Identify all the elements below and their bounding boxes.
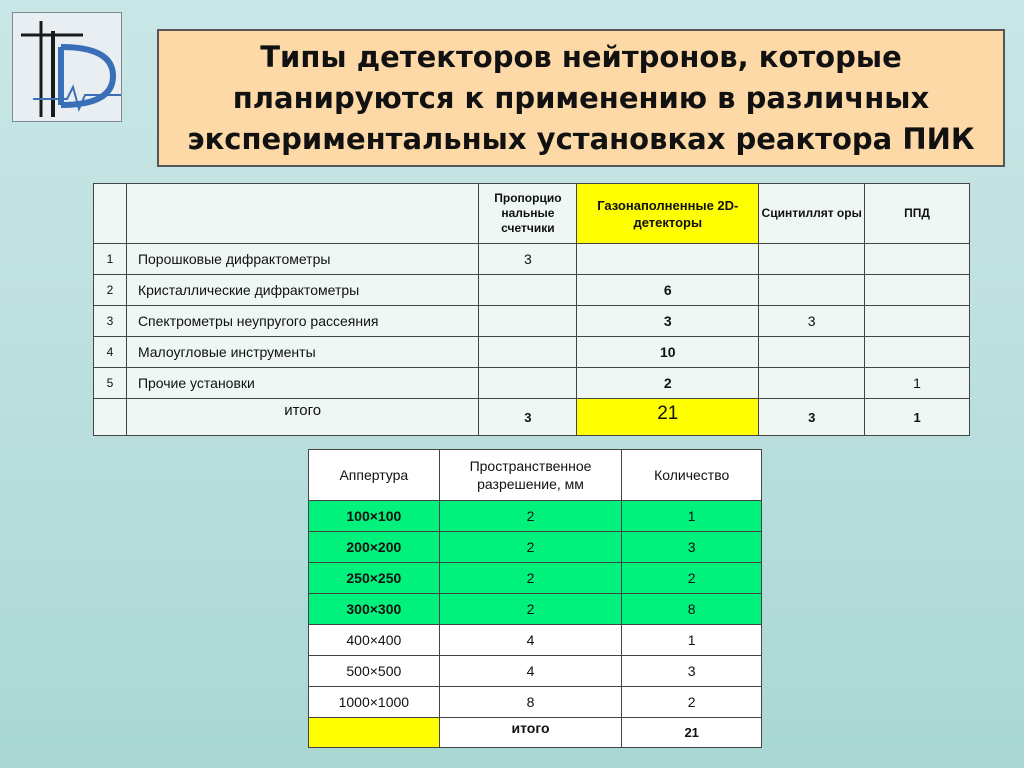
cell-proportional xyxy=(479,306,577,337)
cell-gas-2d xyxy=(577,244,759,275)
table-header-row xyxy=(309,450,762,501)
cell-gas-2d: 2 xyxy=(577,368,759,399)
table-row xyxy=(94,368,970,399)
cell-count: 1 xyxy=(622,625,762,656)
cell-count: 2 xyxy=(622,687,762,718)
cell-resolution: 2 xyxy=(439,563,622,594)
header-cell-num xyxy=(94,184,127,244)
cell-ppd xyxy=(865,337,970,368)
row-name: Спектрометры неупругого рассеяния xyxy=(126,306,479,337)
table-row xyxy=(94,337,970,368)
total-label: итого xyxy=(126,399,479,436)
row-number: 2 xyxy=(94,275,127,306)
cell-ppd xyxy=(865,306,970,337)
row-name: Порошковые дифрактометры xyxy=(126,244,479,275)
cell-count: 2 xyxy=(622,563,762,594)
table-row xyxy=(309,532,762,563)
cell-scintillators: 3 xyxy=(759,306,865,337)
cell-resolution: 8 xyxy=(439,687,622,718)
row-name: Прочие установки xyxy=(126,368,479,399)
cell-proportional: 3 xyxy=(479,244,577,275)
cell-aperture: 100×100 xyxy=(309,501,440,532)
total-scintillators: 3 xyxy=(759,399,865,436)
cell-resolution: 2 xyxy=(439,532,622,563)
header-count: Количество xyxy=(622,450,762,501)
table-row xyxy=(309,625,762,656)
total-proportional: 3 xyxy=(479,399,577,436)
detector-types-table xyxy=(93,183,970,436)
cell-aperture: 200×200 xyxy=(309,532,440,563)
cell-resolution: 2 xyxy=(439,594,622,625)
table-header-row xyxy=(94,184,970,244)
cell-proportional xyxy=(479,337,577,368)
table-row xyxy=(94,244,970,275)
cell-resolution: 4 xyxy=(439,625,622,656)
aperture-table xyxy=(308,449,762,748)
table-total-row xyxy=(94,399,970,436)
cell-scintillators xyxy=(759,368,865,399)
table-row xyxy=(94,275,970,306)
cell-ppd: 1 xyxy=(865,368,970,399)
table-row xyxy=(309,656,762,687)
row-number: 1 xyxy=(94,244,127,275)
cell-scintillators xyxy=(759,275,865,306)
total-gas-2d: 21 xyxy=(577,399,759,436)
row-number: 4 xyxy=(94,337,127,368)
row-number: 5 xyxy=(94,368,127,399)
row-name: Кристаллические дифрактометры xyxy=(126,275,479,306)
cell-proportional xyxy=(479,368,577,399)
total-count: 21 xyxy=(622,718,762,748)
cell-gas-2d: 3 xyxy=(577,306,759,337)
table-row xyxy=(94,306,970,337)
slide-title-box xyxy=(157,29,1005,167)
cell-aperture: 1000×1000 xyxy=(309,687,440,718)
header-resolution: Пространственное разрешение, мм xyxy=(439,450,622,501)
table-row xyxy=(309,687,762,718)
pik-d-logo-icon xyxy=(12,12,122,122)
header-gas-2d: Газонаполненные 2D-детекторы xyxy=(577,184,759,244)
cell-count: 3 xyxy=(622,656,762,687)
header-cell-name xyxy=(126,184,479,244)
cell-scintillators xyxy=(759,337,865,368)
total-label: итого xyxy=(439,718,622,748)
table-row xyxy=(309,594,762,625)
cell-resolution: 4 xyxy=(439,656,622,687)
total-empty-cell xyxy=(309,718,440,748)
cell-ppd xyxy=(865,244,970,275)
cell-resolution: 2 xyxy=(439,501,622,532)
slide-title: Типы детекторов нейтронов, которые планируются к применению в различных экспериментальных установках реактора ПИК xyxy=(187,39,975,156)
cell-count: 1 xyxy=(622,501,762,532)
header-aperture: Аппертура xyxy=(309,450,440,501)
cell-aperture: 250×250 xyxy=(309,563,440,594)
cell-count: 3 xyxy=(622,532,762,563)
cell-scintillators xyxy=(759,244,865,275)
total-ppd: 1 xyxy=(865,399,970,436)
cell-gas-2d: 6 xyxy=(577,275,759,306)
cell-aperture: 300×300 xyxy=(309,594,440,625)
cell-proportional xyxy=(479,275,577,306)
row-name: Малоугловые инструменты xyxy=(126,337,479,368)
cell-count: 8 xyxy=(622,594,762,625)
table-total-row xyxy=(309,718,762,748)
cell-gas-2d: 10 xyxy=(577,337,759,368)
header-proportional: Пропорцио нальные счетчики xyxy=(479,184,577,244)
header-scintillators: Сцинтиллят оры xyxy=(759,184,865,244)
total-num-cell xyxy=(94,399,127,436)
table-row xyxy=(309,563,762,594)
row-number: 3 xyxy=(94,306,127,337)
table-row xyxy=(309,501,762,532)
cell-aperture: 400×400 xyxy=(309,625,440,656)
header-ppd: ППД xyxy=(865,184,970,244)
cell-aperture: 500×500 xyxy=(309,656,440,687)
cell-ppd xyxy=(865,275,970,306)
